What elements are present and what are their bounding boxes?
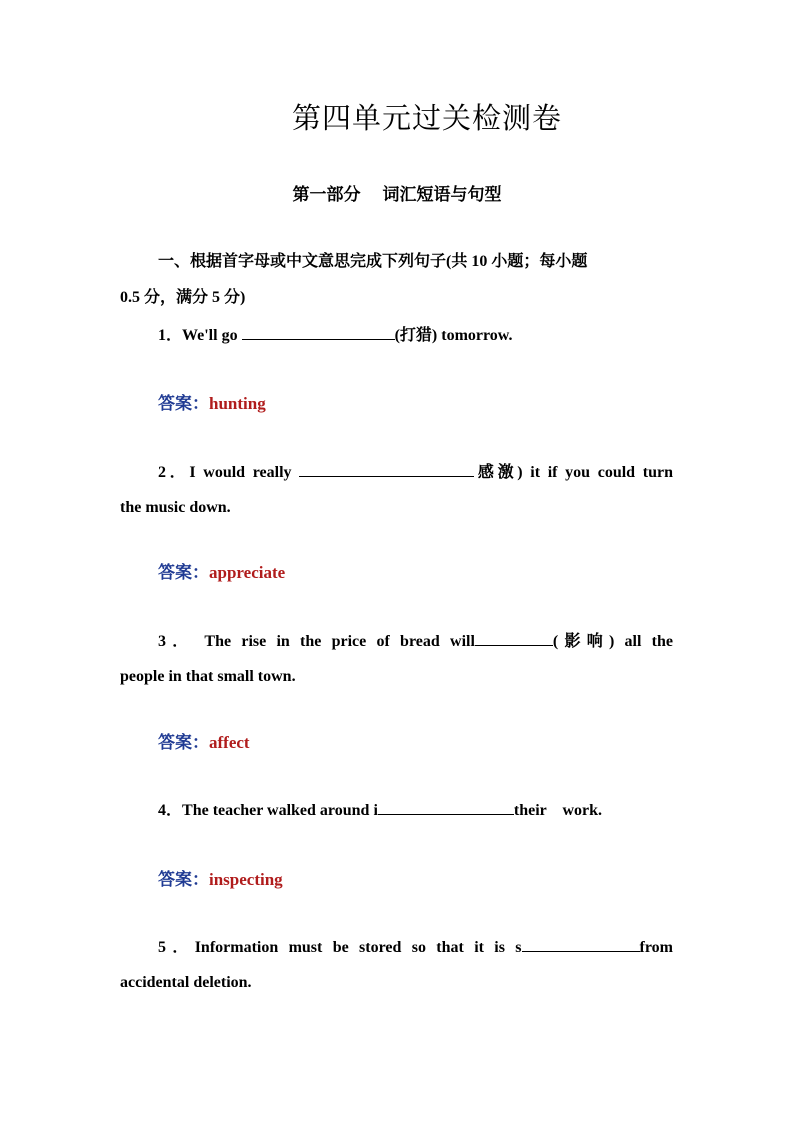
answer-blank[interactable] bbox=[299, 462, 474, 477]
answer-label: 答案： bbox=[158, 563, 209, 582]
question-text-before: The teacher walked around i bbox=[182, 802, 378, 819]
question-text-after: their work. bbox=[513, 802, 603, 819]
question-number: 2． bbox=[158, 464, 190, 481]
question-text-line-2: the music down. bbox=[120, 499, 231, 516]
question-4 bbox=[120, 793, 673, 828]
section-heading bbox=[0, 180, 794, 205]
question-text-before: We'll go bbox=[182, 327, 242, 344]
answer-value: affect bbox=[209, 733, 250, 752]
answer-4 bbox=[158, 868, 283, 892]
answer-blank[interactable] bbox=[378, 800, 514, 815]
section-topic: 词汇短语与句型 bbox=[382, 185, 502, 204]
answer-blank[interactable] bbox=[522, 937, 640, 952]
question-3 bbox=[120, 624, 673, 694]
question-5 bbox=[120, 930, 673, 1000]
question-text-before: I would really bbox=[189, 464, 300, 481]
instruction-line-2: 0.5 分，满分 5 分) bbox=[120, 289, 246, 306]
answer-1 bbox=[158, 392, 266, 416]
answer-label: 答案： bbox=[158, 733, 209, 752]
question-number: 3． bbox=[158, 633, 195, 650]
question-text-after: (打猎) tomorrow. bbox=[394, 327, 513, 344]
answer-value: inspecting bbox=[209, 870, 283, 889]
section-part: 第一部分 bbox=[292, 185, 361, 204]
question-text-after: from bbox=[639, 939, 673, 956]
question-text-before: The rise in the price of bread will bbox=[194, 633, 475, 650]
answer-blank[interactable] bbox=[242, 325, 395, 340]
question-text-after: (影响) all the bbox=[552, 633, 673, 650]
answer-blank[interactable] bbox=[475, 631, 553, 646]
instruction-line-1: 一、根据首字母或中文意思完成下列句子(共 10 小题；每小题 bbox=[158, 253, 588, 270]
question-number: 5． bbox=[158, 939, 195, 956]
instruction-text bbox=[120, 244, 672, 316]
question-text-before: Information must be stored so that it is s bbox=[194, 939, 522, 956]
answer-label: 答案： bbox=[158, 870, 209, 889]
question-text-line-2: people in that small town. bbox=[120, 668, 296, 685]
answer-label: 答案： bbox=[158, 394, 209, 413]
answer-value: appreciate bbox=[209, 563, 286, 582]
question-1 bbox=[120, 318, 673, 353]
answer-3 bbox=[158, 731, 250, 755]
question-number: 1． bbox=[158, 327, 183, 344]
question-text-line-2: accidental deletion. bbox=[120, 974, 252, 991]
answer-value: hunting bbox=[209, 394, 266, 413]
question-2 bbox=[120, 455, 673, 525]
document-title: 第四单元过关检测卷 bbox=[291, 103, 562, 135]
question-text-after: 感激) it if you could turn bbox=[474, 464, 673, 481]
question-number: 4． bbox=[158, 802, 183, 819]
answer-2 bbox=[158, 561, 285, 585]
